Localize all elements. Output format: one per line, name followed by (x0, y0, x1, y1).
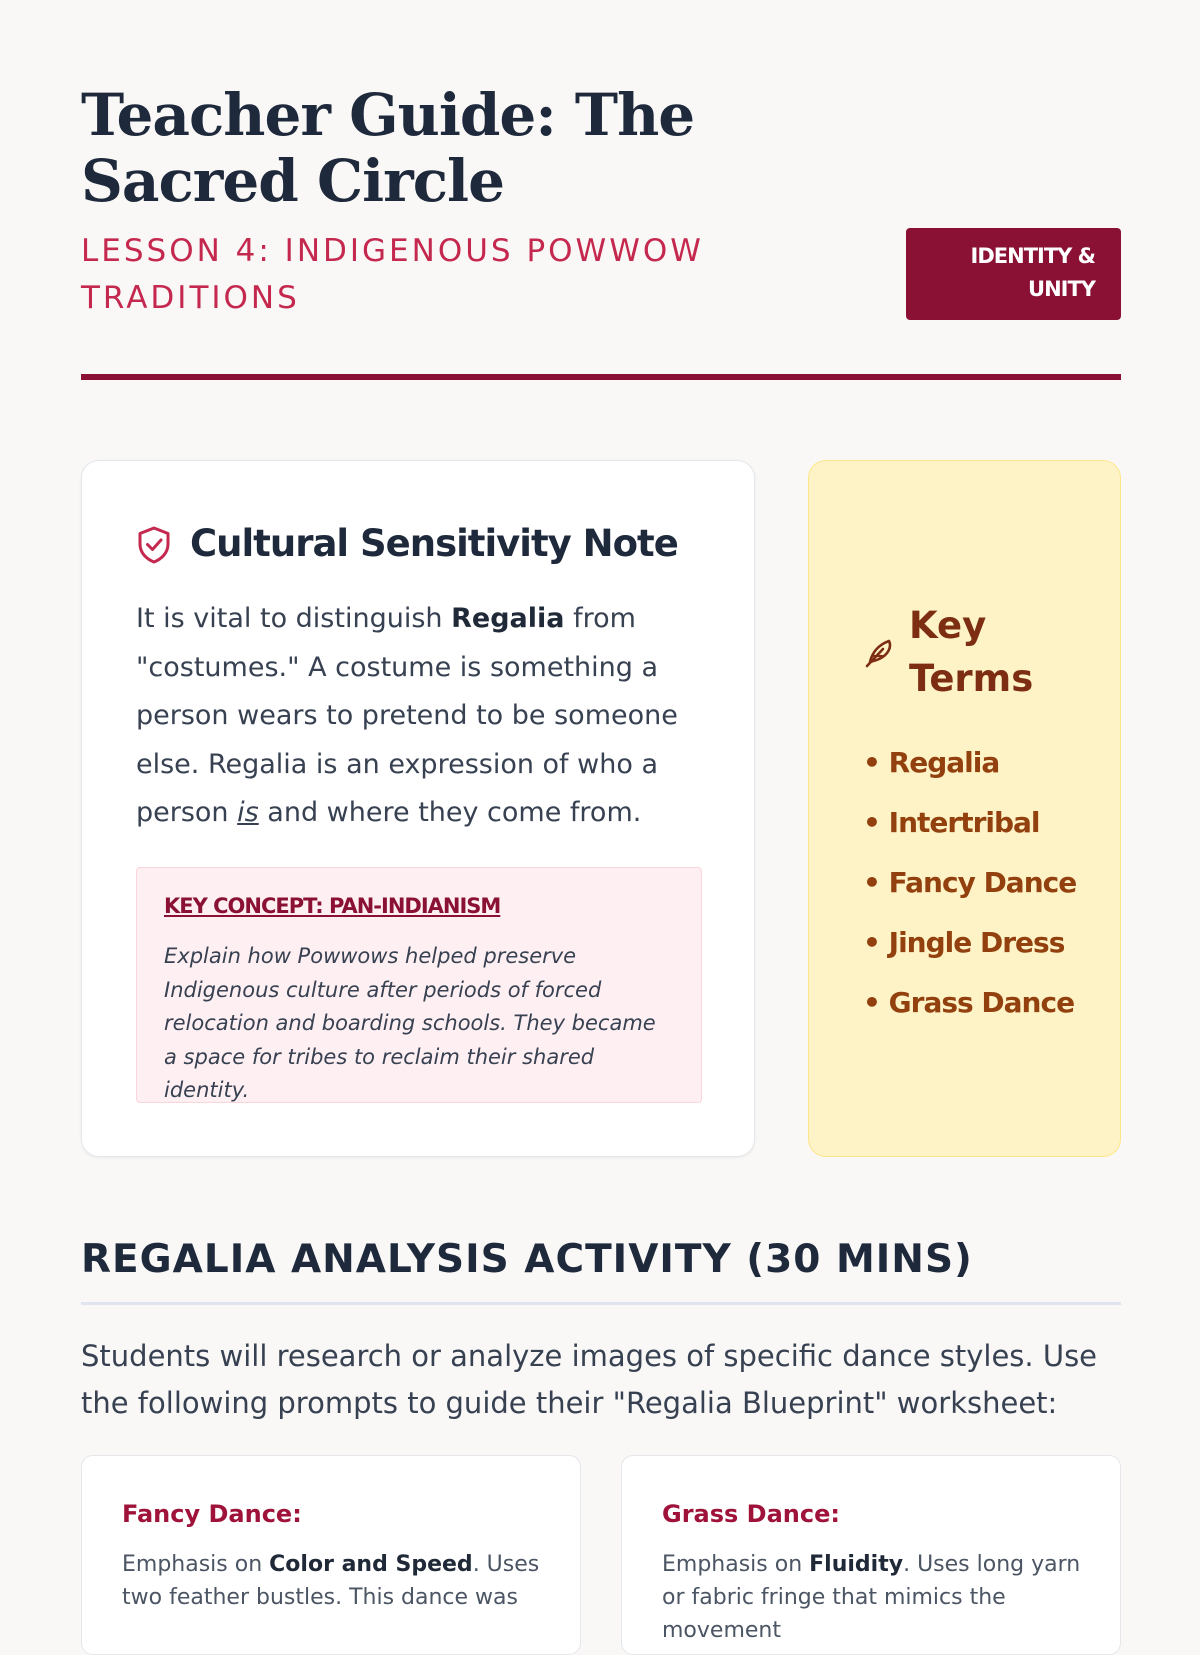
sensitivity-note-title: Cultural Sensitivity Note (190, 522, 678, 565)
lesson-subtitle: LESSON 4: INDIGENOUS POWWOW TRADITIONS (81, 233, 704, 316)
theme-badge: IDENTITY & UNITY (906, 228, 1121, 320)
key-terms-list (863, 733, 1076, 1033)
key-term-item: • Intertribal (863, 806, 1040, 839)
header-divider (81, 374, 1121, 380)
dance-description (122, 1548, 562, 1614)
page-header (81, 80, 1121, 380)
dance-text-part: . Uses two feather bustles. This dance was (122, 1552, 540, 1610)
key-terms-title: Key Terms (909, 604, 1034, 700)
dance-name: Fancy Dance: (122, 1500, 302, 1528)
note-text-part: from "costumes." A costume is something a person wears to pretend to be someone else. Regalia is an expression of who a person (136, 603, 678, 828)
shield-check-icon (136, 525, 172, 565)
dance-card-fancy (81, 1455, 581, 1655)
activity-intro: Students will research or analyze images of specific dance styles. Use the following prompts to guide their "Regalia Blueprint" worksheet: (81, 1339, 1098, 1420)
dance-emphasis: Color and Speed (269, 1552, 473, 1577)
emphasis-is: is (237, 797, 259, 828)
dance-name: Grass Dance: (662, 1500, 840, 1528)
activity-section-title: REGALIA ANALYSIS ACTIVITY (30 MINS) (81, 1237, 973, 1282)
cultural-sensitivity-card (81, 460, 755, 1157)
key-concept-box (136, 867, 702, 1103)
dance-text-part: . Uses long yarn or fabric fringe that mimics the movement (662, 1552, 1081, 1643)
key-term-label: Grass Dance (888, 986, 1075, 1019)
note-text-part: It is vital to distinguish (136, 603, 452, 634)
key-term-label: Fancy Dance (888, 866, 1077, 899)
key-term-item: • Fancy Dance (863, 866, 1077, 899)
activity-section-divider (81, 1302, 1121, 1305)
key-terms-card (808, 460, 1121, 1157)
note-text-part: and where they come from. (258, 797, 642, 828)
feather-icon (863, 635, 897, 669)
key-concept-text: Explain how Powwows helped preserve Indigenous culture after periods of forced relocation and boarding schools. They became a space for tribes to reclaim their shared identity. (164, 944, 656, 1102)
dance-emphasis: Fluidity (809, 1552, 904, 1577)
key-term-label: Regalia (888, 746, 1000, 779)
sensitivity-note-header (136, 519, 716, 569)
key-term-item: • Grass Dance (863, 986, 1075, 1019)
dance-description (662, 1548, 1102, 1647)
key-term-label: Jingle Dress (888, 926, 1065, 959)
key-concept-title: KEY CONCEPT: PAN-INDIANISM (164, 894, 501, 918)
key-term-label: Intertribal (888, 806, 1040, 839)
dance-text-part: Emphasis on (662, 1552, 810, 1577)
regalia-term: Regalia (451, 603, 565, 634)
dance-text-part: Emphasis on (122, 1552, 270, 1577)
key-term-item: • Jingle Dress (863, 926, 1065, 959)
key-term-item: • Regalia (863, 746, 1000, 779)
sensitivity-note-body (136, 595, 706, 838)
page-title: Teacher Guide: The Sacred Circle (81, 81, 695, 215)
dance-card-grass (621, 1455, 1121, 1655)
